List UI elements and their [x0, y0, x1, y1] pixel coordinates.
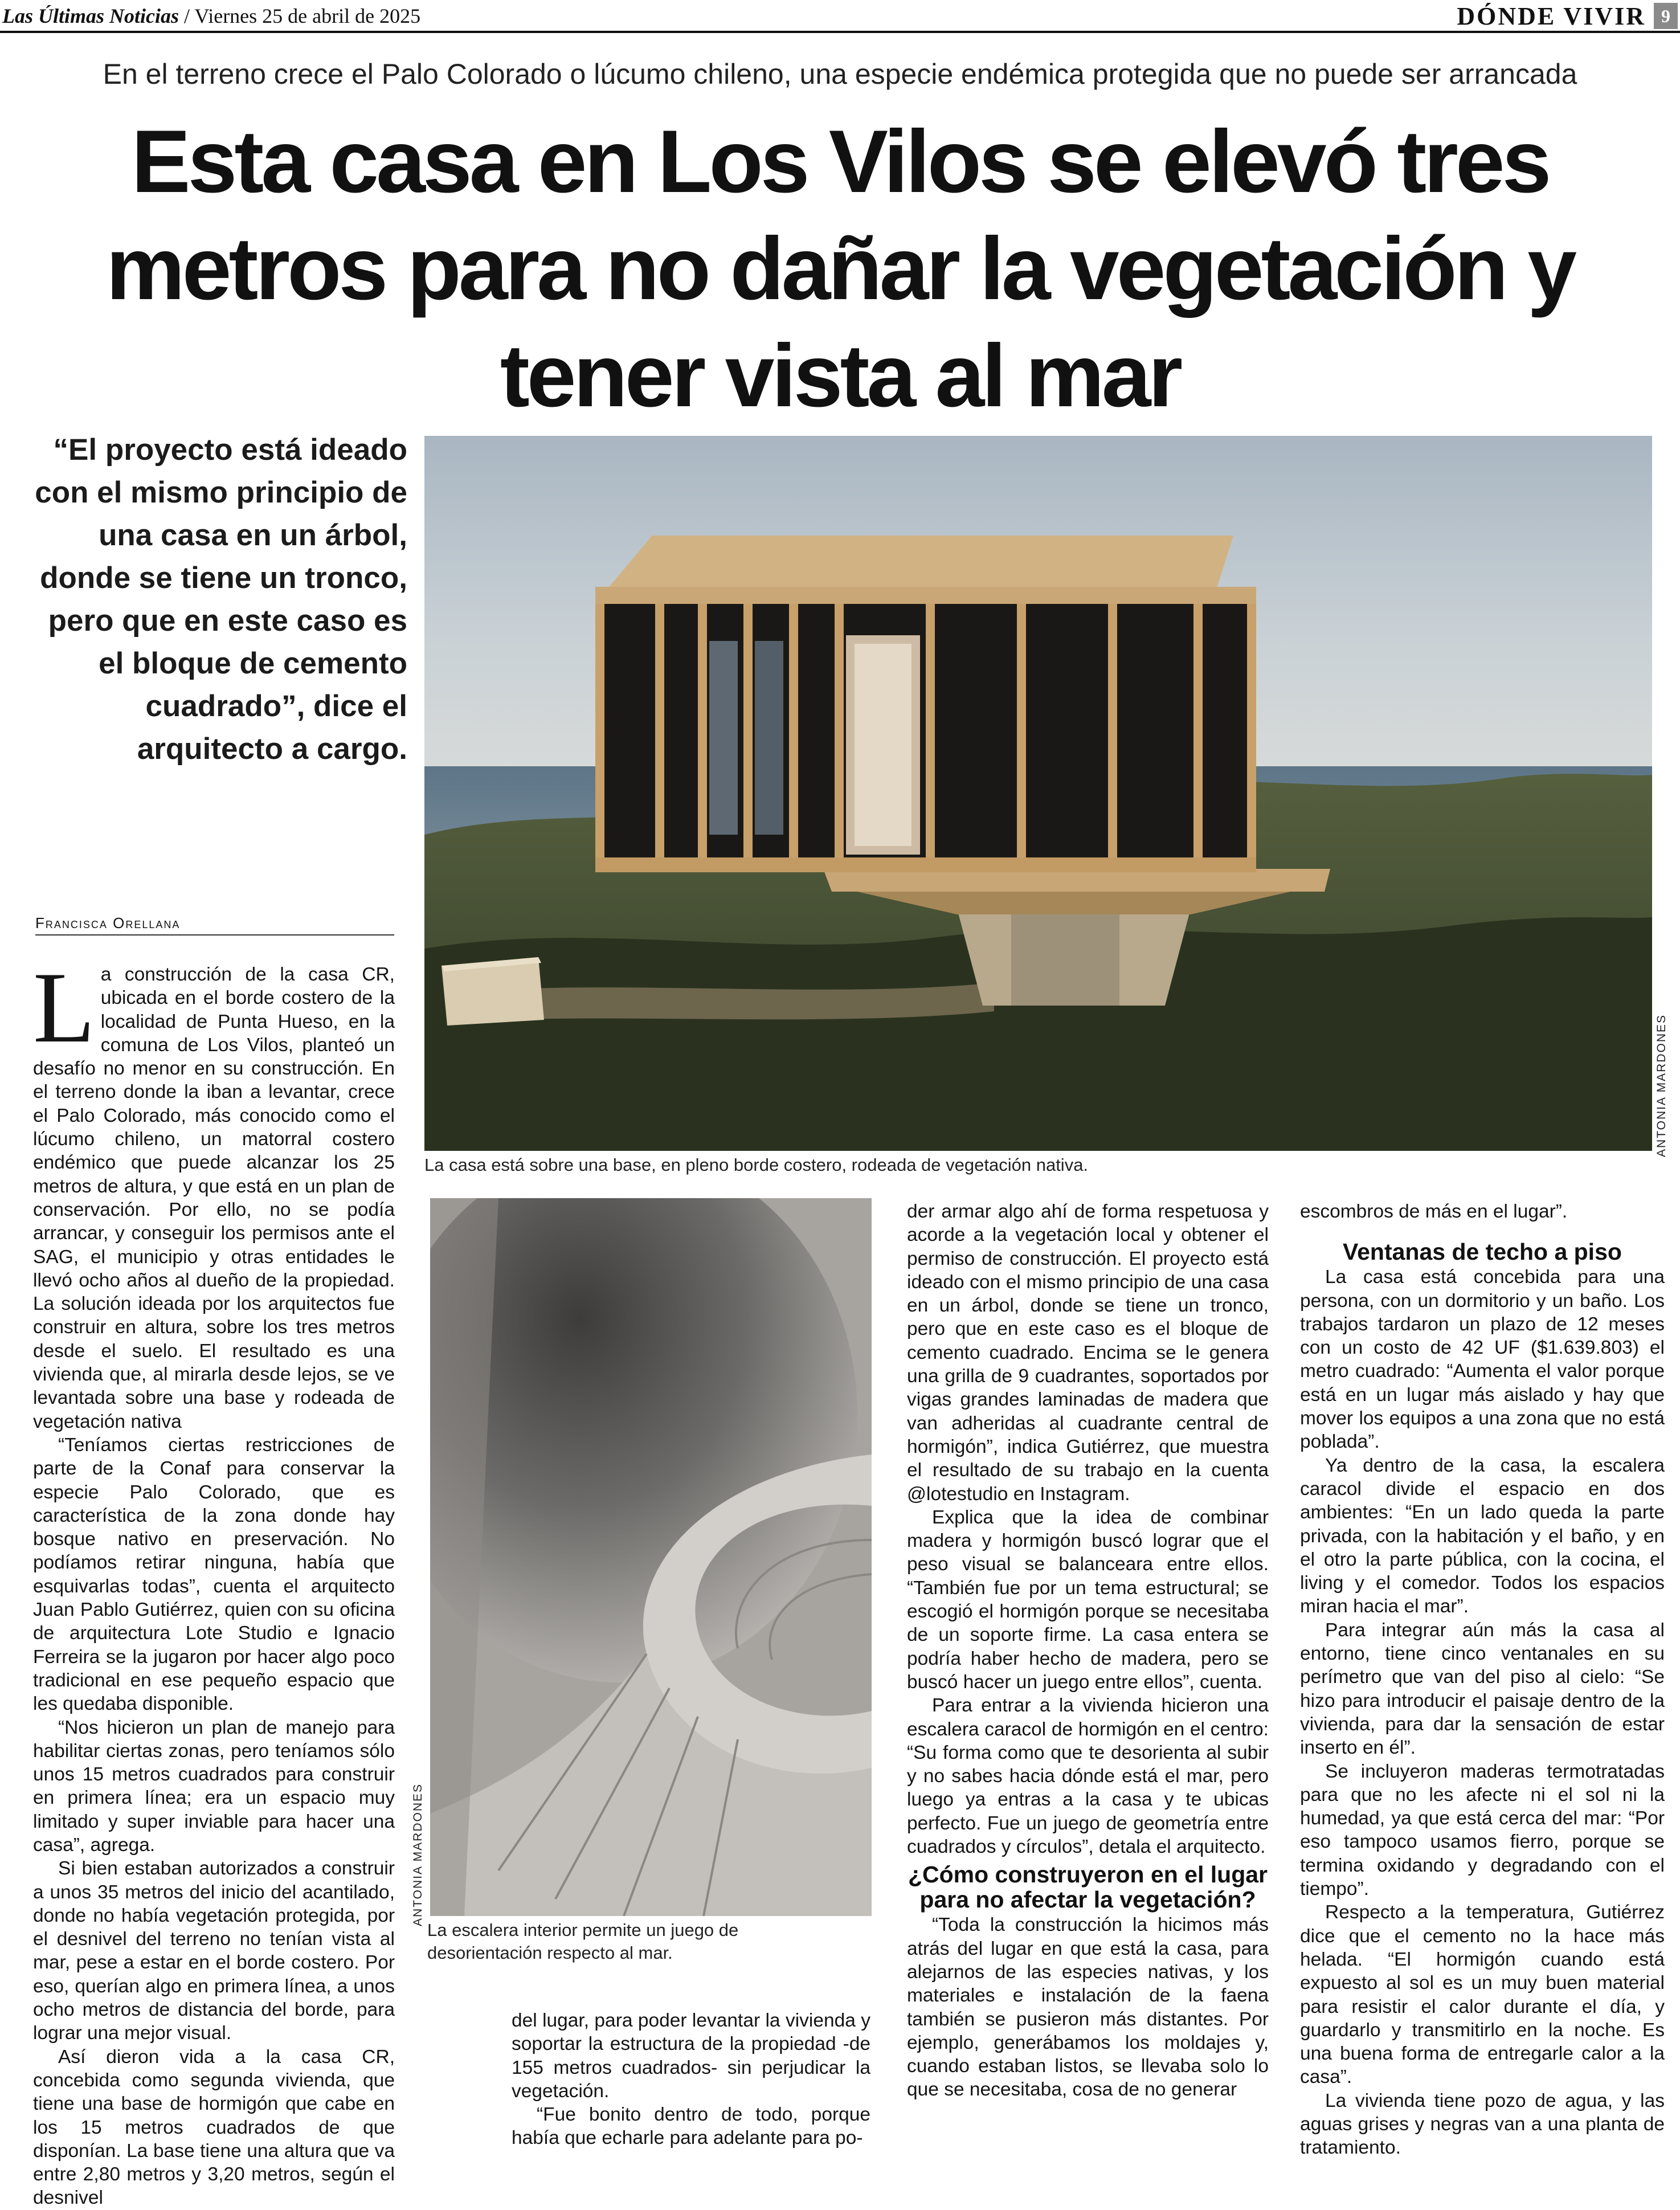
paragraph: Para integrar aún más la casa al entorno, tiene cinco ventanales en su perímetro que van del piso al cielo: “Se hizo para introducir el paisaje dentro de la vivienda, para dar la sensación de estar inserto en él”. — [1300, 1619, 1665, 1759]
paragraph: Explica que la idea de combinar madera y hormigón buscó lograr que el peso visual se balanceara entre ellos. “También fue por un tema estructural; se escogió el hormigón porque se necesitaba de un soporte firme. La casa entera se podría haber hecho de madera, pero se buscó hacer un juego entre ellos”, cuenta. — [907, 1506, 1269, 1693]
paragraph: “Teníamos ciertas restricciones de parte de la Conaf para conservar la especie Palo Colorado, que es característica de la zona donde hay bosque nativo en preservación. No podíamos retirar ninguna, había que esquivarlas todas”, cuenta el arquitecto Juan Pablo Gutiérrez, quien con su oficina de arquitectura Lote Studio e Ignacio Ferreira se la jugaron por hacer algo poco tradicional en ese pequeño espacio que les quedaba disponible. — [33, 1434, 395, 1715]
article-column-4 — [1300, 1200, 1665, 2160]
spiral-staircase-illustration — [430, 1198, 872, 1916]
issue-date: Viernes 25 de abril de 2025 — [194, 5, 421, 27]
paragraph: Si bien estaban autorizados a construir a unos 35 metros del inicio del acantilado, donde no había vegetación protegida, por el desnivel del terreno no tenían vista al mar, pese a estar en el borde costero. Por eso, querían algo en primera línea, a unos ocho metros de distancia del borde, para lograr una mejor visual. — [33, 1858, 395, 2044]
main-photo-caption: La casa está sobre una base, en pleno borde costero, rodeada de vegetación nativa. — [424, 1155, 1089, 1175]
byline: Francisca Orellana — [35, 914, 394, 936]
paragraph: La casa está concebida para una persona, con un dormitorio y un baño. Los trabajos tardaron un plazo de 12 meses con un costo de 42 UF ($1.639.803) el metro cuadrado: “Aumenta el valor porque está en un lugar más aislado y hay que mover los equipos a una zona que no está poblada”. — [1300, 1267, 1665, 1453]
subhead: ¿Cómo construyeron en el lugar para no afectar la vegetación? — [908, 1861, 1268, 1913]
main-photo — [424, 436, 1652, 1151]
masthead: Las Últimas Noticias / Viernes 25 de abril de 2025 — [2, 5, 421, 27]
paragraph: escombros de más en el lugar”. — [1300, 1201, 1568, 1222]
paragraph: del lugar, para poder levantar la vivienda y soportar la estructura de la propiedad -de 155 metros cuadrados- sin perjudicar la vegetación. — [512, 2010, 870, 2102]
headline: Esta casa en Los Vilos se elevó tres metros para no dañar la vegetación y tener vista al mar — [106, 112, 1574, 426]
paragraph: Así dieron vida a la casa CR, concebida como segunda vivienda, que tiene una base de hormigón que cabe en los 15 metros cuadrados de que disponían. La base tiene una altura que va entre 2,80 metros y 3,20 metros, según el desnivel — [33, 2046, 395, 2209]
paragraph: Ya dentro de la casa, la escalera caracol divide el espacio en dos ambientes: “En un lado queda la parte privada, con la habitación y el baño, y en el otro la parte pública, con la cocina, el living y el comedor. Todos los espacios miran hacia el mar”. — [1300, 1455, 1665, 1617]
stair-photo-caption: La escalera interior permite un juego de desorientación respecto al mar. — [427, 1920, 739, 1963]
paragraph: Para entrar a la vivienda hicieron una escalera caracol de hormigón en el centro: “Su forma como que te desorienta al subir y no sabes hacia dónde está el mar, pero luego ya entras a la casa y te ubicas perfecto. Fue un juego de geometría entre cuadrados y círculos”, detala el arquitecto. — [907, 1695, 1269, 1858]
kicker: En el terreno crece el Palo Colorado o lúcumo chileno, una especie endémica protegida que no puede ser arrancada — [103, 58, 1577, 90]
section-name: DÓNDE VIVIR — [1457, 2, 1646, 30]
stair-photo-credit: ANTONIA MARDONES — [411, 1783, 424, 1926]
paragraph: La vivienda tiene pozo de agua, y las aguas grises y negras van a una planta de tratamiento. — [1300, 2090, 1665, 2159]
paragraph: “Toda la construcción la hicimos más atrás del lugar en que está la casa, para alejarnos de las especies nativas, y los materiales e instalación de la faena también se pusieron más distantes. Por ejemplo, generábamos los moldajes y, cuando estaban listos, se llevaba solo lo que se necesitaba, cosa de no generar — [907, 1914, 1269, 2101]
subhead: Ventanas de techo a piso — [1343, 1239, 1622, 1265]
paragraph: Respecto a la temperatura, Gutiérrez dice que el cemento no la hace más helada. “El hormigón cuando está expuesto al sol es un muy buen material para resistir el calor durante el día, y guardarlo y transmitirlo en la noche. Es una buena forma de entregarle calor a la casa”. — [1300, 1902, 1665, 2088]
header-rule — [0, 31, 1680, 33]
paper-name: Las Últimas Noticias — [2, 5, 179, 27]
article-column-2 — [512, 2009, 870, 2150]
main-photo-credit: ANTONIA MARDONES — [1655, 1014, 1668, 1157]
paragraph: “Nos hicieron un plan de manejo para habilitar ciertas zonas, pero teníamos sólo unos 15 metros cuadrados para construir en primera línea; era un espacio muy limitado y super inviable para hacer una casa”, agrega. — [33, 1717, 395, 1856]
paragraph: a construcción de la casa CR, ubicada en el borde costero de la localidad de Punta Hueso, en la comuna de Los Vilos, planteó un desafío no menor en su construcción. En el terreno donde la iban a levantar, crece el Palo Colorado, más conocido como el lúcumo chileno, un matorral costero endémico que puede alcanzar los 25 metros de altura, y que está en un plan de conservación. Por ello, no se podía arrancar, y conseguir los permisos ante el SAG, el municipio y otras entidades le llevó ocho años al dueño de la propiedad. La solución ideada por los arquitectos fue construir en altura, sobre los tres metros desde el suelo. El resultado es una vivienda que, al mirarla desde lejos, se ve levantada sobre una base y rodeada de vegetación nativa — [33, 964, 395, 1432]
house-photo-illustration — [424, 436, 1652, 1151]
paragraph: der armar algo ahí de forma respetuosa y acorde a la vegetación local y obtener el permiso de construcción. El proyecto está ideado con el mismo principio de una casa en un árbol, donde se tiene un tronco, pero que en este caso es el bloque de cemento cuadrado. Encima se le genera una grilla de 9 cuadrantes, soportados por vigas grandes laminadas de madera que van adheridas al cuadrante central de hormigón”, indica Gutiérrez, que muestra el resultado de su trabajo en la cuenta @lotestudio en Instagram. — [907, 1201, 1269, 1505]
paragraph: “Fue bonito dentro de todo, porque había que echarle para adelante para po- — [512, 2104, 870, 2149]
article-column-1 — [33, 951, 395, 2210]
paragraph: Se incluyeron maderas termotratadas para que no les afecte ni el sol ni la humedad, ya que está cerca del mar: “Por eso tampoco usamos fierro, porque se termina oxidando y degradando con el tiempo”. — [1300, 1760, 1665, 1900]
section-header — [1457, 1, 1678, 31]
drop-cap: L — [33, 951, 95, 1064]
stair-photo — [430, 1198, 872, 1916]
page-number: 9 — [1654, 3, 1678, 29]
article-column-3 — [907, 1200, 1269, 2102]
pull-quote: “El proyecto está ideado con el mismo principio de una casa en un árbol, donde se tiene un tronco, pero que en este caso es el bloque de cemento cuadrado”, dice el arquitecto a cargo. — [35, 433, 407, 766]
